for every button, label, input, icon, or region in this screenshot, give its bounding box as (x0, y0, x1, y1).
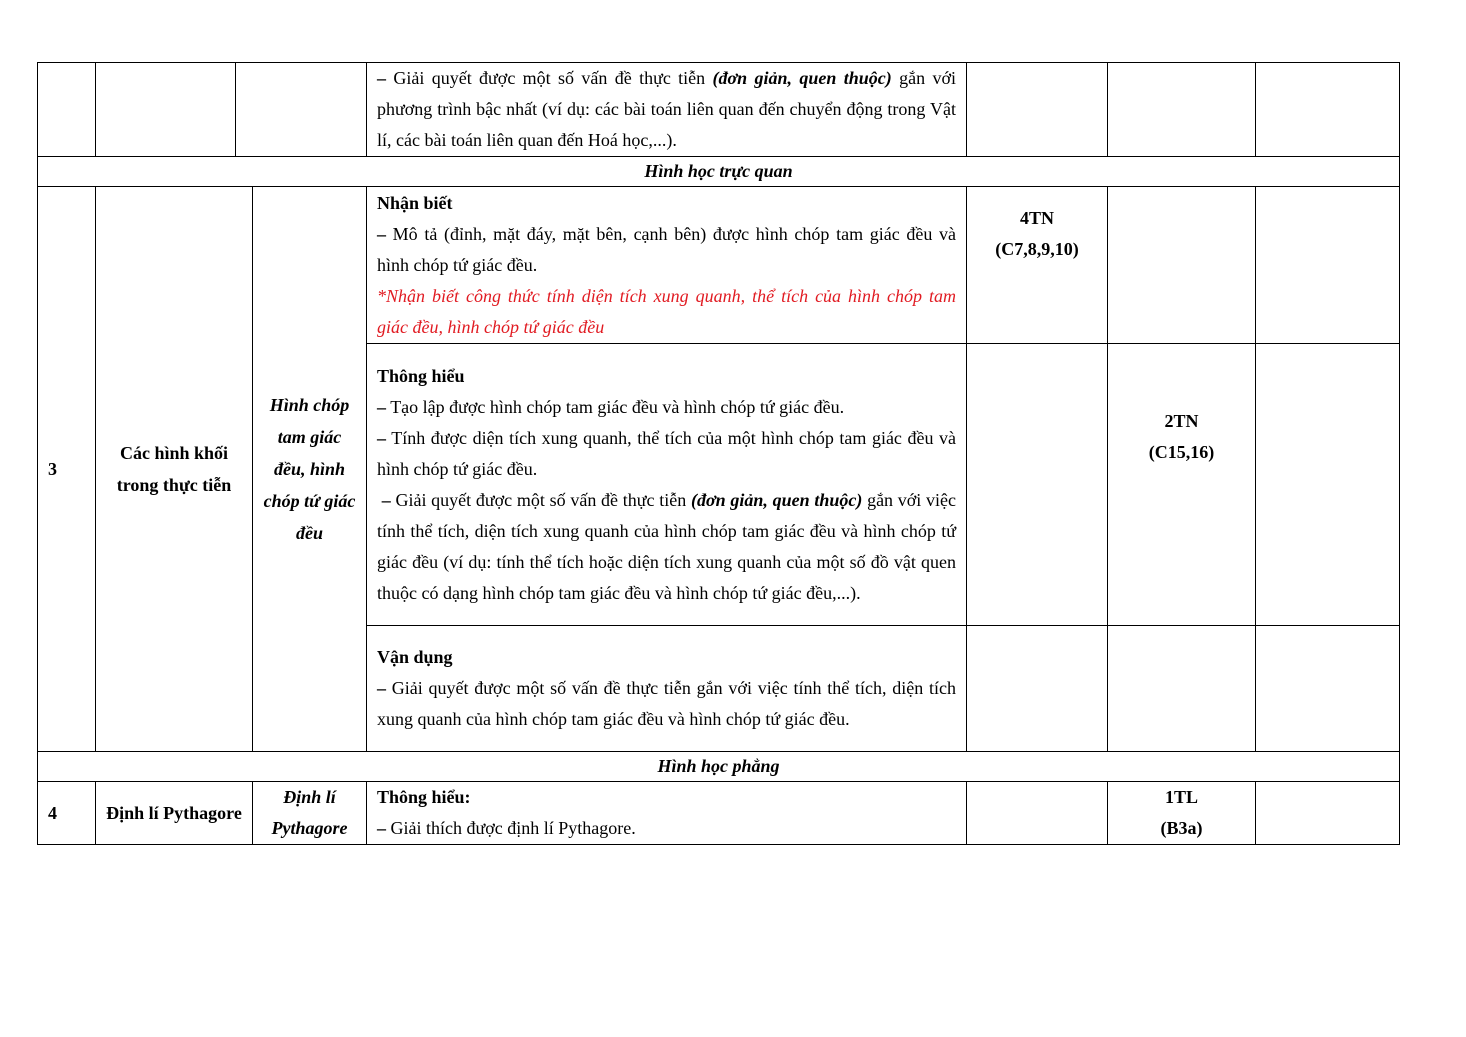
question-count: 4TN (1019, 208, 1054, 228)
unit-cell (236, 63, 367, 157)
requirement-cell (367, 63, 967, 157)
requirement-item: – Tạo lập được hình chóp tam giác đều và hình chóp tứ giác đều. (377, 396, 845, 417)
understand-count-cell (1108, 782, 1256, 845)
specification-matrix-table (37, 62, 1400, 845)
understand-cell (1108, 626, 1256, 752)
table-row (38, 63, 1400, 157)
matrix-sheet (37, 62, 1399, 845)
apply-cell (1256, 344, 1400, 626)
level-title-understand: Thông hiểu (377, 365, 465, 386)
table-row (38, 187, 1400, 344)
stt-cell: 4 (38, 782, 96, 845)
topic-cell: Định lí Pythagore (96, 782, 253, 845)
stt-cell (38, 63, 96, 157)
recognize-cell (967, 626, 1108, 752)
topic-cell: Các hình khối trong thực tiễn (96, 187, 253, 752)
question-count: 1TL (1164, 787, 1198, 807)
section-heading-row (38, 157, 1400, 187)
recognize-count-cell (967, 187, 1108, 344)
requirement-understand-cell (367, 344, 967, 626)
unit-cell: Định lí Pythagore (253, 782, 367, 845)
requirement-text: – Giải quyết được một số vấn đề thực tiễn (đơn giản, quen thuộc) gắn với phương trình bậc nhất (ví dụ: các bài toán liên quan đến chuyển động trong Vật lí, các bài toán liên quan đến Hoá học,...). (377, 68, 956, 150)
recognize-note: *Nhận biết công thức tính diện tích xung quanh, thể tích của hình chóp tam giác đều, hình chóp tứ giác đều (377, 285, 956, 337)
requirement-recognize-cell (367, 187, 967, 344)
requirement-item: – Mô tả (đỉnh, mặt đáy, mặt bên, cạnh bên) được hình chóp tam giác đều và hình chóp tứ giác đều. (377, 223, 957, 275)
apply-cell (1256, 782, 1400, 845)
section-heading-visual-geometry: Hình học trực quan (38, 157, 1400, 187)
understand-cell (1108, 63, 1256, 157)
recognize-cell (967, 344, 1108, 626)
question-ids: (C15,16) (1148, 442, 1215, 462)
understand-count-cell (1108, 344, 1256, 626)
recognize-cell (967, 63, 1108, 157)
apply-cell (1256, 626, 1400, 752)
section-heading-row (38, 752, 1400, 782)
requirement-item: – Giải quyết được một số vấn đề thực tiễn gắn với việc tính thể tích, diện tích xung quanh của hình chóp tam giác đều và hình chóp tứ giác đều. (377, 678, 957, 729)
requirement-item: – Giải thích được định lí Pythagore. (377, 818, 636, 838)
stt-cell: 3 (38, 187, 96, 752)
requirement-item: – Tính được diện tích xung quanh, thể tích của một hình chóp tam giác đều và hình chóp tứ giác đều. (377, 427, 956, 479)
recognize-cell (967, 782, 1108, 845)
question-ids: (C7,8,9,10) (995, 239, 1079, 259)
understand-cell (1108, 187, 1256, 344)
question-ids: (B3a) (1160, 818, 1203, 838)
table-row (38, 782, 1400, 845)
requirement-understand-cell (367, 782, 967, 845)
requirement-item: – Giải quyết được một số vấn đề thực tiễn (đơn giản, quen thuộc) gắn với việc tính thể tích, diện tích xung quanh của hình chóp tam giác đều và hình chóp tứ giác đều (ví dụ: tính thể tích hoặc diện tích xung quanh của một số đồ vật quen thuộc có dạng hình chóp tam giác đều và hình chóp tứ giác đều,...). (377, 489, 957, 603)
section-heading-plane-geometry: Hình học phẳng (38, 752, 1400, 782)
apply-cell (1256, 187, 1400, 344)
level-title-recognize: Nhận biết (377, 192, 453, 213)
requirement-apply-cell (367, 626, 967, 752)
unit-cell: Hình chóp tam giác đều, hình chóp tứ giác đều (253, 187, 367, 752)
topic-cell (96, 63, 236, 157)
question-count: 2TN (1164, 411, 1199, 431)
level-title-apply: Vận dụng (377, 647, 453, 667)
level-title-understand: Thông hiểu: (377, 787, 471, 807)
apply-cell (1256, 63, 1400, 157)
